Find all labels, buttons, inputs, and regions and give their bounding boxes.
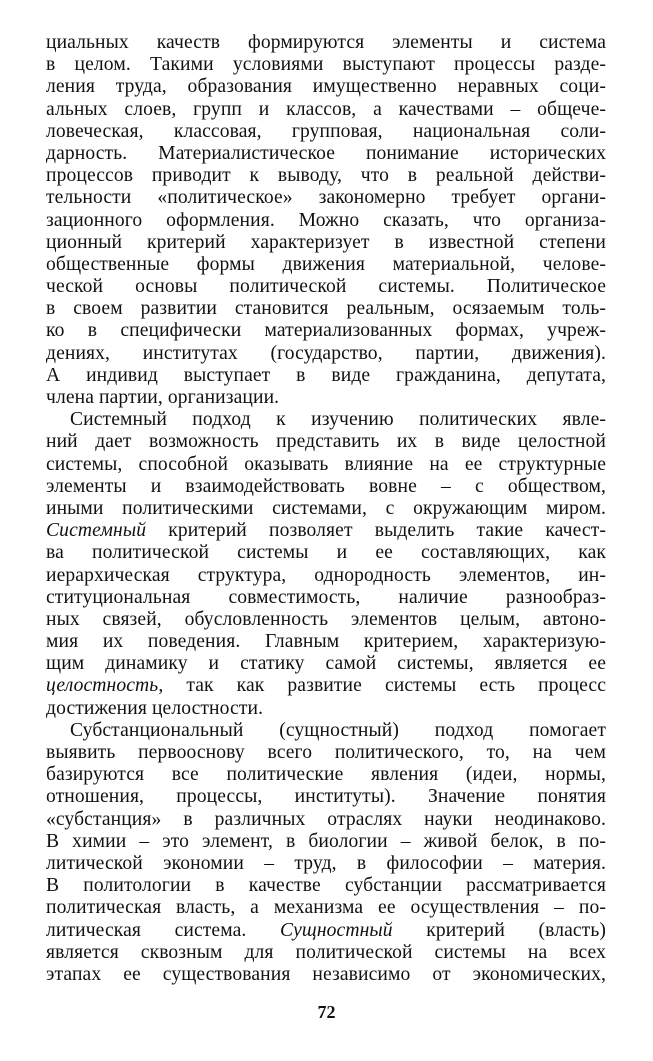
italic-term: Системный: [46, 520, 147, 542]
text-line: ституциональная совместимость, наличие разнообраз-: [46, 586, 606, 608]
text-line: ко в специфически материализованных формах, учреж-: [46, 320, 606, 342]
text-line: ческой основы политической системы. Политическое: [46, 276, 606, 298]
text-line: в своем развитии становится реальным, осязаемым толь-: [46, 298, 606, 320]
text-line: ва политической системы и ее составляющих, как: [46, 542, 606, 564]
text-line: общественные формы движения материальной, челове-: [46, 253, 606, 275]
text-line: литической экономии – труд, в философии – материя.: [46, 852, 606, 874]
text-line: ных связей, обусловленность элементов целым, автоно-: [46, 608, 606, 630]
text-line: системы, способной оказывать влияние на ее структурные: [46, 453, 606, 475]
text-line: Системный критерий позволяет выделить такие качест-: [46, 520, 606, 542]
text-line: члена партии, организации.: [46, 387, 280, 408]
paragraph-2: [46, 409, 606, 720]
text-line: В политологии в качестве субстанции рассматривается: [46, 875, 606, 897]
text-line: альных слоев, групп и классов, а качествами – общече-: [46, 98, 606, 120]
italic-term: целостность: [46, 675, 159, 697]
text-line: литическая система. Сущностный критерий (власть): [46, 919, 607, 941]
text-line: этапах ее существования независимо от экономических,: [46, 963, 606, 985]
text-line: ционный критерий характеризует в известной степени: [46, 231, 606, 253]
text-line: В химии – это элемент, в биологии – живой белок, в по-: [46, 830, 606, 852]
text-line: элементы и взаимодействовать вовне – с обществом,: [46, 475, 606, 497]
text-line: процессов приводит к выводу, что в реальной действи-: [46, 165, 606, 187]
text-line: иерархическая структура, однородность элементов, ин-: [46, 564, 606, 586]
text-line: ления труда, образования имущественно неравных соци-: [46, 76, 606, 98]
text-line: достижения целостности.: [46, 697, 264, 719]
text-line: базируются все политические явления (идеи, нормы,: [46, 764, 606, 786]
text-line: является сквозным для политической системы на всех: [46, 941, 606, 963]
paragraph-1: [46, 32, 606, 409]
text-line: целостность, так как развитие системы есть процесс: [46, 675, 606, 697]
text-line: циальных качеств формируются элементы и система: [46, 32, 606, 53]
text-line: отношения, процессы, институты). Значение понятия: [46, 786, 606, 808]
text-line: «субстанция» в различных отраслях науки неодинаково.: [46, 808, 606, 830]
text-line: политическая власть, а механизма ее осуществления – по-: [46, 897, 606, 919]
text-line: выявить первооснову всего политического, то, на чем: [46, 742, 606, 763]
page-number: 72: [317, 1002, 336, 1022]
text-line: щим динамику и статику самой системы, является ее: [46, 653, 606, 675]
text-line: ловеческая, классовая, групповая, национальная соли-: [46, 120, 606, 142]
text-line: А индивид выступает в виде гражданина, депутата,: [46, 364, 606, 386]
text-line: иными политическими системами, с окружающим миром.: [46, 497, 606, 519]
text-line: тельности «политическое» закономерно требует органи-: [46, 187, 606, 209]
text-line: зационного оформления. Можно сказать, что организа-: [46, 209, 606, 231]
text-line: мия их поведения. Главным критерием, характеризую-: [46, 631, 606, 653]
text-line: ний дает возможность представить их в виде целостной: [46, 431, 606, 453]
text-line: дарность. Материалистическое понимание исторических: [46, 142, 606, 164]
text-line: дениях, институтах (государство, партии, движения).: [46, 342, 606, 364]
italic-term: Сущностный: [279, 919, 393, 941]
page-body: [46, 32, 606, 986]
text-line: в целом. Такими условиями выступают процессы разде-: [46, 54, 606, 76]
text-line: Системный подход к изучению политических явле-: [70, 409, 606, 431]
text-line: Субстанциональный (сущностный) подход помогает: [70, 719, 606, 741]
paragraph-3: [46, 720, 606, 986]
